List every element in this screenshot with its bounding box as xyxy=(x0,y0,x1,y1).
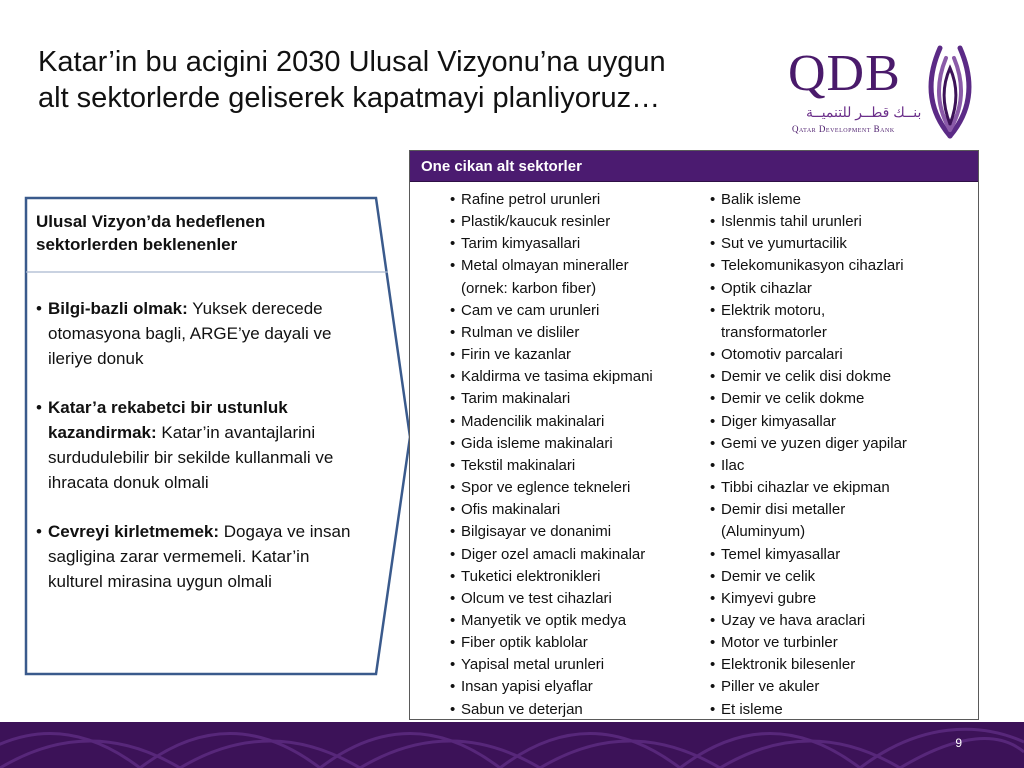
list-bullet: • xyxy=(710,213,716,231)
list-item xyxy=(450,255,706,277)
list-item xyxy=(710,632,970,654)
list-bullet: • xyxy=(710,479,716,497)
list-bullet: • xyxy=(710,700,716,718)
list-item-text: Tuketici elektronikleri xyxy=(461,567,601,585)
list-bullet: • xyxy=(710,656,716,674)
list-bullet: • xyxy=(450,191,456,208)
list-bullet: • xyxy=(710,589,716,607)
list-item xyxy=(710,588,970,610)
list-item-text: Gemi ve yuzen diger yapilar xyxy=(721,434,907,452)
list-item xyxy=(450,300,706,322)
list-item xyxy=(710,366,970,388)
list-item xyxy=(710,676,970,698)
list-bullet: • xyxy=(710,678,716,696)
list-item-text: Demir disi metaller xyxy=(721,501,846,519)
list-item xyxy=(710,610,970,632)
sectors-column-1 xyxy=(450,189,706,721)
list-item-text: Otomotiv parcalari xyxy=(721,346,843,364)
list-item xyxy=(710,499,970,521)
list-item xyxy=(450,278,706,300)
list-item-text: Rafine petrol urunleri xyxy=(461,191,601,208)
list-item xyxy=(710,344,970,366)
list-bullet: • xyxy=(450,656,456,674)
list-item-text: Et isleme xyxy=(721,700,783,718)
list-item xyxy=(450,521,706,543)
list-bullet: • xyxy=(450,545,456,563)
list-item-text: Diger kimyasallar xyxy=(721,412,837,430)
list-item xyxy=(710,300,970,322)
list-item-text: Plastik/kaucuk resinler xyxy=(461,213,611,231)
list-item-text: Rulman ve disliler xyxy=(461,323,580,341)
list-bullet: • xyxy=(450,323,456,341)
list-item-text: Tekstil makinalari xyxy=(461,456,576,474)
logo-english-text: Qatar Development Bank xyxy=(792,124,895,134)
list-bullet: • xyxy=(450,456,456,474)
list-item-text: Manyetik ve optik medya xyxy=(461,611,627,629)
logo-arabic-text: بنــك قطــر للتنميــة xyxy=(806,104,922,120)
list-item xyxy=(450,588,706,610)
list-item-text: Elektrik motoru, xyxy=(721,301,826,319)
list-item xyxy=(450,566,706,588)
list-item xyxy=(710,255,970,277)
list-item-text: Metal olmayan mineraller xyxy=(461,257,629,275)
list-bullet: • xyxy=(710,412,716,430)
list-item xyxy=(710,699,970,721)
list-item-text: (ornek: karbon fiber) xyxy=(461,279,597,297)
list-bullet: • xyxy=(710,346,716,364)
list-bullet xyxy=(710,322,721,344)
list-bullet: • xyxy=(450,634,456,652)
list-item-text: Ofis makinalari xyxy=(461,501,561,519)
list-item-text: Kaldirma ve tasima ekipmani xyxy=(461,368,653,386)
qdb-emblem-icon xyxy=(918,40,982,142)
list-bullet: • xyxy=(450,301,456,319)
list-item-text: Telekomunikasyon cihazlari xyxy=(721,257,904,275)
qdb-logo xyxy=(788,45,922,142)
list-item xyxy=(710,233,970,255)
bullet-item xyxy=(36,296,366,371)
list-bullet: • xyxy=(450,501,456,519)
list-item-text: Ilac xyxy=(721,456,745,474)
sectors-column-2 xyxy=(710,189,970,721)
bottom-decorative-band xyxy=(0,722,1024,768)
list-item xyxy=(450,433,706,455)
list-bullet: • xyxy=(710,257,716,275)
list-bullet: • xyxy=(710,390,716,408)
list-item-text: Demir ve celik xyxy=(721,567,816,585)
list-item-text: Balik isleme xyxy=(721,191,802,208)
bullet-dot: • xyxy=(36,522,42,541)
list-item xyxy=(450,366,706,388)
list-item-text: Sut ve yumurtacilik xyxy=(721,235,847,253)
list-bullet: • xyxy=(710,501,716,519)
list-item-text: Madencilik makinalari xyxy=(461,412,605,430)
list-bullet: • xyxy=(710,368,716,386)
list-bullet: • xyxy=(450,390,456,408)
list-bullet: • xyxy=(450,678,456,696)
list-item-text: Olcum ve test cihazlari xyxy=(461,589,612,607)
bullet-dot: • xyxy=(36,398,42,417)
list-bullet: • xyxy=(450,235,456,253)
list-bullet: • xyxy=(710,567,716,585)
list-item-text: Spor ve eglence tekneleri xyxy=(461,479,631,497)
list-bullet: • xyxy=(710,301,716,319)
list-item xyxy=(450,632,706,654)
list-item-text: Gida isleme makinalari xyxy=(461,434,613,452)
list-bullet: • xyxy=(710,191,716,208)
list-item-text: Demir ve celik disi dokme xyxy=(721,368,892,386)
list-item-text: Tibbi cihazlar ve ekipman xyxy=(721,479,890,497)
list-bullet: • xyxy=(710,634,716,652)
list-item-text: Uzay ve hava araclari xyxy=(721,611,866,629)
bullet-text: Yuksek derecede otomasyona bagli, ARGE’ye dayali ve ileriye donuk xyxy=(48,299,332,368)
list-bullet: • xyxy=(710,279,716,297)
list-item xyxy=(450,233,706,255)
list-bullet: • xyxy=(710,235,716,253)
list-item xyxy=(450,499,706,521)
list-item xyxy=(710,211,970,233)
list-bullet: • xyxy=(450,523,456,541)
list-bullet: • xyxy=(710,434,716,452)
title-line-1: Katar’in bu acigini 2030 Ulusal Vizyonu’na uygun xyxy=(38,46,666,78)
list-item-text: Temel kimyasallar xyxy=(721,545,841,563)
list-item-text: Piller ve akuler xyxy=(721,678,820,696)
list-item-text: Cam ve cam urunleri xyxy=(461,301,600,319)
bullet-bold: Katar’a rekabetci bir ustunluk kazandirmak: xyxy=(48,398,288,442)
list-bullet: • xyxy=(710,545,716,563)
list-item-text: Bilgisayar ve donanimi xyxy=(461,523,612,541)
bullet-text: Dogaya ve insan sagligina zarar vermemeli. Katar’in kulturel mirasina uygun olmali xyxy=(48,522,351,591)
list-item-text: Yapisal metal urunleri xyxy=(461,656,605,674)
logo-letters: QDB xyxy=(788,45,901,102)
list-item-text: Diger ozel amacli makinalar xyxy=(461,545,646,563)
list-item xyxy=(450,322,706,344)
list-item xyxy=(710,433,970,455)
list-bullet: • xyxy=(450,434,456,452)
list-bullet: • xyxy=(450,257,456,275)
bullet-item xyxy=(36,395,366,495)
list-item xyxy=(450,544,706,566)
list-bullet: • xyxy=(710,611,716,629)
page-number: 9 xyxy=(955,736,962,750)
list-item-text: Motor ve turbinler xyxy=(721,634,838,652)
list-item-text: Islenmis tahil urunleri xyxy=(721,213,862,231)
list-item xyxy=(450,388,706,410)
list-bullet: • xyxy=(450,611,456,629)
list-bullet xyxy=(710,521,721,543)
list-item xyxy=(710,189,970,211)
list-item-text: Elektronik bilesenler xyxy=(721,656,856,674)
list-bullet: • xyxy=(450,346,456,364)
list-item xyxy=(450,455,706,477)
list-bullet: • xyxy=(450,412,456,430)
list-item-text: Insan yapisi elyaflar xyxy=(461,678,593,696)
list-item-text: Sabun ve deterjan xyxy=(461,700,583,718)
left-panel-bullets xyxy=(36,296,366,618)
list-bullet: • xyxy=(450,589,456,607)
list-item xyxy=(450,211,706,233)
bullet-bold: Cevreyi kirletmemek: xyxy=(48,522,220,541)
list-item xyxy=(710,654,970,676)
list-item xyxy=(710,278,970,300)
bullet-item xyxy=(36,519,366,594)
list-item xyxy=(450,699,706,721)
list-item xyxy=(450,477,706,499)
list-item xyxy=(450,189,706,211)
list-bullet: • xyxy=(450,700,456,718)
list-item xyxy=(710,477,970,499)
list-bullet: • xyxy=(450,567,456,585)
bullet-bold: Bilgi-bazli olmak: xyxy=(48,299,188,318)
list-item xyxy=(450,610,706,632)
list-item xyxy=(450,676,706,698)
list-item xyxy=(450,411,706,433)
list-item-text: Tarim kimyasallari xyxy=(461,235,581,253)
list-item-text: (Aluminyum) xyxy=(721,523,806,541)
list-item xyxy=(710,544,970,566)
list-bullet: • xyxy=(710,456,716,474)
list-item-text: transformatorler xyxy=(721,323,827,341)
list-item xyxy=(710,521,970,543)
title-line-2: alt sektorlerde geliserek kapatmayi planliyoruz… xyxy=(38,82,661,114)
list-item-text: Demir ve celik dokme xyxy=(721,390,865,408)
list-item-text: Kimyevi gubre xyxy=(721,589,817,607)
list-bullet: • xyxy=(450,213,456,231)
list-item xyxy=(710,322,970,344)
table-header: One cikan alt sektorler xyxy=(410,151,978,182)
sectors-table xyxy=(409,150,979,720)
list-item xyxy=(710,566,970,588)
bullet-dot: • xyxy=(36,299,42,318)
bullet-text: Katar’in avantajlarini surdudulebilir bir sekilde kullanmali ve ihracata donuk olmali xyxy=(48,423,334,492)
slide-title xyxy=(38,44,778,116)
list-item-text: Optik cihazlar xyxy=(721,279,812,297)
list-item xyxy=(710,455,970,477)
list-bullet: • xyxy=(450,479,456,497)
list-bullet xyxy=(450,278,461,300)
list-item-text: Tarim makinalari xyxy=(461,390,571,408)
list-item xyxy=(450,344,706,366)
list-item xyxy=(710,388,970,410)
list-item-text: Fiber optik kablolar xyxy=(461,634,588,652)
list-item xyxy=(450,654,706,676)
list-item xyxy=(710,411,970,433)
list-item-text: Firin ve kazanlar xyxy=(461,346,572,364)
left-panel-heading: Ulusal Vizyon’da hedeflenen sektorlerden beklenenler xyxy=(36,212,266,254)
list-bullet: • xyxy=(450,368,456,386)
